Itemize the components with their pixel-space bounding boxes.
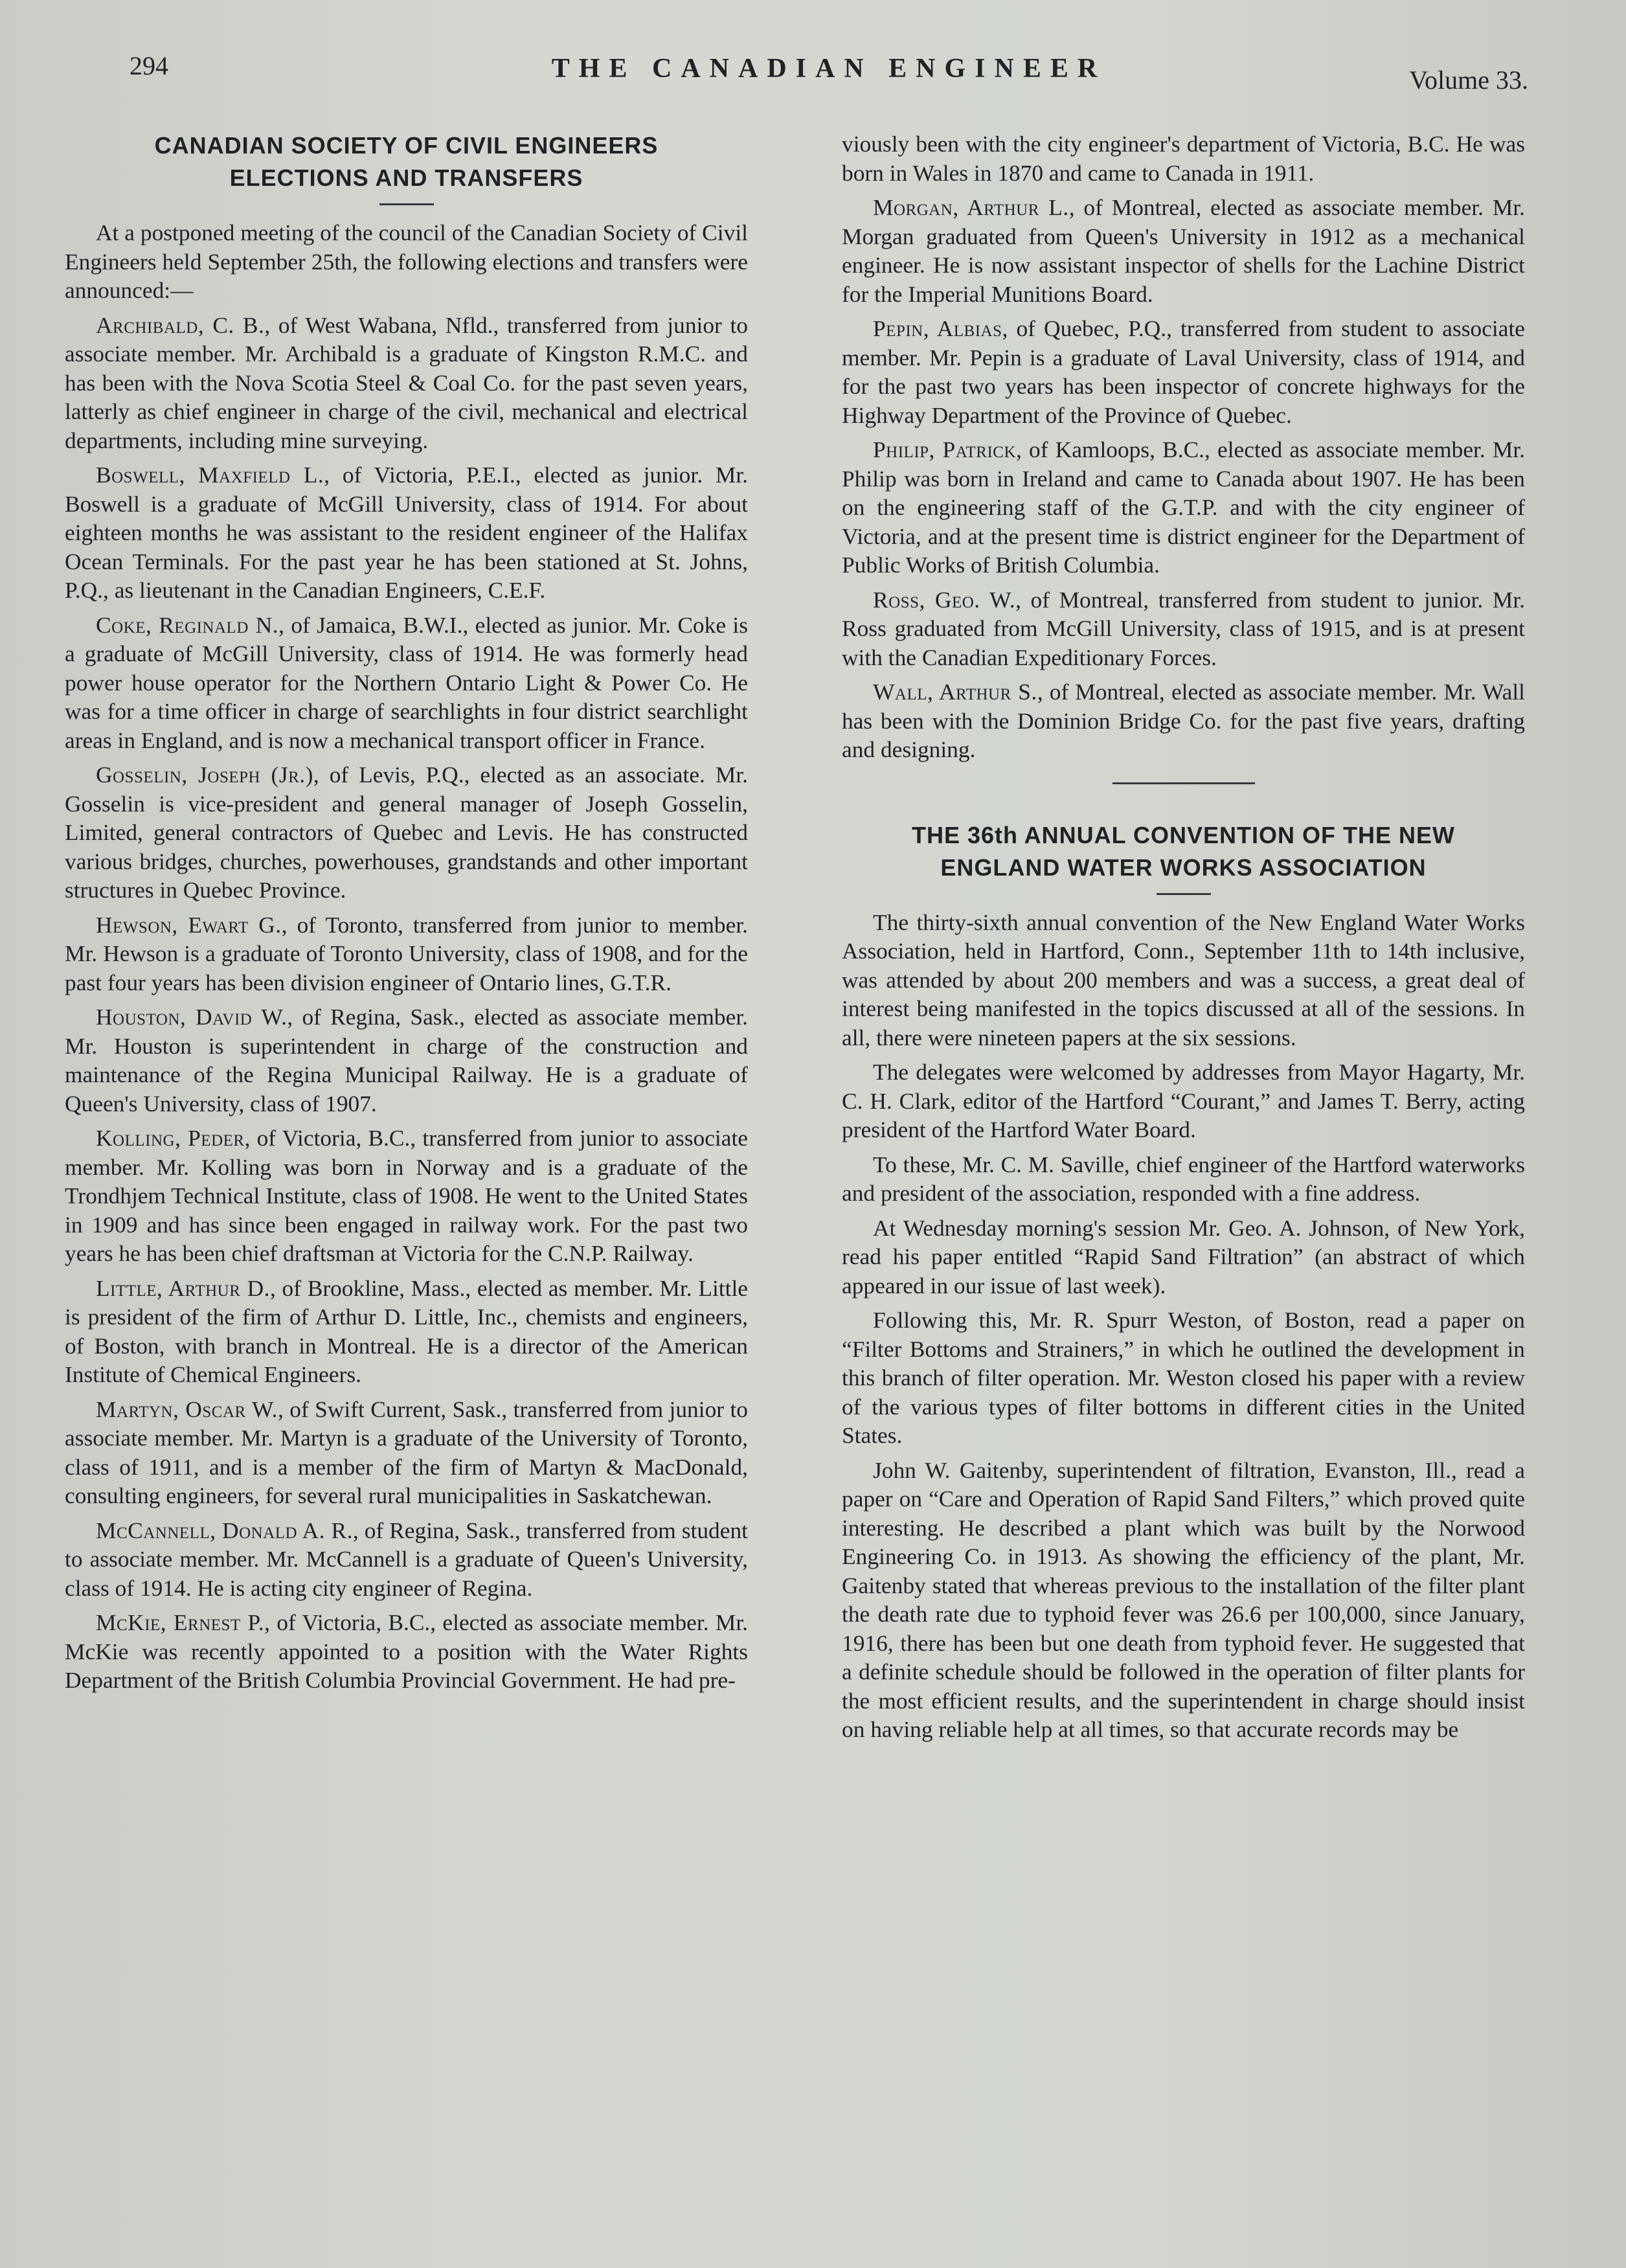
- article-title-line: ELECTIONS AND TRANSFERS: [229, 164, 583, 191]
- entry-paragraph: [65, 1003, 748, 1118]
- entry-text: , of Toronto, transferred from junior to member. Mr. Hewson is a graduate of Toronto University, class of 1908, and for the past four years has been division engineer of Ontario lines, G.T.R.: [65, 911, 748, 995]
- article-title-line: CANADIAN SOCIETY OF CIVIL ENGINEERS: [154, 132, 659, 159]
- volume-label: Volume 33.: [1409, 65, 1528, 95]
- entry-paragraph: [842, 435, 1525, 580]
- entry-paragraph: [65, 1516, 748, 1603]
- entry-paragraph: [65, 611, 748, 755]
- member-name: Hewson, Ewart G.: [96, 911, 282, 938]
- member-name: Kolling, Peder: [96, 1125, 245, 1151]
- entry-text: , of Kamloops, B.C., elected as associate member. Mr. Philip was born in Ireland and came to Canada about 1907. He has been on the engineering staff of the G.T.P. and with the city engineer of Victoria, and at the present time is district engineer for the Department of Public Works of British Columbia.: [842, 437, 1525, 578]
- entry-continuation: viously been with the city engineer's department of Victoria, B.C. He was born in Wales in 1870 and came to Canada in 1911.: [842, 131, 1525, 186]
- entry-paragraph: [65, 311, 748, 455]
- article-title: [65, 130, 748, 194]
- article-separator: [1112, 782, 1255, 784]
- member-name: Gosselin, Joseph (Jr.): [96, 762, 313, 788]
- left-column: [65, 130, 748, 1701]
- article-title-line: ENGLAND WATER WORKS ASSOCIATION: [940, 854, 1427, 881]
- article-intro: At a postponed meeting of the council of the Canadian Society of Civil Engineers held September 25th, the following elections and transfers were announced:—: [65, 220, 748, 303]
- entry-paragraph: [65, 760, 748, 905]
- right-column: [842, 130, 1525, 1750]
- member-name: Little, Arthur D.: [96, 1275, 270, 1301]
- title-rule: [1157, 893, 1211, 895]
- entry-text: , of Montreal, elected as associate member. Mr. Wall has been with the Dominion Bridge Co. for the past five years, drafting and designing.: [842, 679, 1525, 762]
- running-head: [130, 51, 1528, 102]
- entry-text: , of Montreal, elected as associate member. Mr. Morgan graduated from Queen's University in 1912 as a mechanical engineer. He is now assistant inspector of shells for the Lachine District for the Imperial Munitions Board.: [842, 194, 1525, 307]
- entry-text: , of Jamaica, B.W.I., elected as junior. Mr. Coke is a graduate of McGill University, class of 1914. He was formerly head power house operator for the Northern Ontario Light & Power Co. He was for a time officer in charge of searchlights in four district searchlight areas in England, and is now a mechanical transport officer in France.: [65, 611, 748, 753]
- member-name: McKie, Ernest P.: [96, 1609, 265, 1635]
- entry-text: , of Levis, P.Q., elected as an associate. Mr. Gosselin is vice-president and general manager of Joseph Gosselin, Limited, general contractors of Quebec and Levis. He has constructed various bridges, churches, powerhouses, grandstands and other important structures in Quebec Province.: [65, 762, 748, 903]
- article-title-line: THE 36th ANNUAL CONVENTION OF THE NEW: [911, 821, 1456, 848]
- entry-text: , of Swift Current, Sask., transferred from junior to associate member. Mr. Martyn is a graduate of the University of Toronto, class of 1911, and is a member of the firm of Martyn & MacDonald, consulting engineers, for several rural municipalities in Saskatchewan.: [65, 1396, 748, 1508]
- article-paragraph: The delegates were welcomed by addresses from Mayor Hagarty, Mr. C. H. Clark, editor of the Hartford “Courant,” and James T. Berry, acting president of the Hartford Water Board.: [842, 1059, 1525, 1142]
- entry-paragraph: [842, 193, 1525, 308]
- article-paragraph: At Wednesday morning's session Mr. Geo. A. Johnson, of New York, read his paper entitled “Rapid Sand Filtration” (an abstract of which appeared in our issue of last week).: [842, 1214, 1525, 1298]
- entry-text: , of Regina, Sask., transferred from student to associate member. Mr. McCannell is a graduate of Queen's University, class of 1914. He is acting city engineer of Regina.: [65, 1517, 748, 1601]
- member-name: Martyn, Oscar W.: [96, 1396, 278, 1422]
- member-name: Archibald, C. B.: [96, 312, 265, 338]
- entry-paragraph: [65, 1124, 748, 1268]
- member-name: Wall, Arthur S.: [873, 679, 1037, 705]
- member-name: Houston, David W.: [96, 1004, 288, 1030]
- entry-text: , of West Wabana, Nfld., transferred from junior to associate member. Mr. Archibald is a graduate of Kingston R.M.C. and has been with the Nova Scotia Steel & Coal Co. for the past seven years, latterly as chief engineer in charge of the civil, mechanical and electrical departments, including mine surveying.: [65, 312, 748, 453]
- article-paragraph: Following this, Mr. R. Spurr Weston, of Boston, read a paper on “Filter Bottoms and Strainers,” in which he outlined the development in this branch of filter operation. Mr. Weston closed his paper with a review of the various types of filter bottoms in different cities in the United States.: [842, 1307, 1525, 1448]
- entry-text: , of Victoria, B.C., elected as associate member. Mr. McKie was recently appointed to a position with the Water Rights Department of the British Columbia Provincial Government. He had pre-: [65, 1609, 748, 1693]
- title-rule: [379, 203, 434, 205]
- entry-paragraph: [65, 911, 748, 997]
- article-paragraph: To these, Mr. C. M. Saville, chief engineer of the Hartford waterworks and president of the association, responded with a fine address.: [842, 1151, 1525, 1206]
- member-name: Boswell, Maxfield L.: [96, 462, 324, 488]
- entry-paragraph: [65, 1395, 748, 1510]
- member-name: Philip, Patrick: [873, 437, 1017, 462]
- page-number: 294: [130, 51, 168, 80]
- entry-paragraph: [842, 314, 1525, 429]
- entry-text: , of Montreal, transferred from student to junior. Mr. Ross graduated from McGill University, class of 1915, and is at present with the Canadian Expeditionary Forces.: [842, 586, 1526, 670]
- entry-paragraph: [65, 460, 748, 605]
- entry-text: , of Regina, Sask., elected as associate member. Mr. Houston is superintendent in charge of the construction and maintenance of the Regina Municipal Railway. He is a graduate of Queen's University, class of 1907.: [65, 1004, 748, 1117]
- member-name: Coke, Reginald N.: [96, 611, 279, 638]
- article-title: [842, 819, 1525, 884]
- member-name: Morgan, Arthur L.: [873, 194, 1069, 220]
- entry-text: , of Victoria, B.C., transferred from junior to associate member. Mr. Kolling was born in Norway and is a graduate of the Trondhjem Technical Institute, class of 1908. He went to the United States in 1909 and has since been engaged in railway work. For the past two years he has been chief draftsman at Victoria for the C.N.P. Railway.: [65, 1125, 748, 1266]
- entry-paragraph: [842, 585, 1525, 672]
- journal-title: THE CANADIAN ENGINEER: [551, 54, 1107, 84]
- entry-text: , of Quebec, P.Q., transferred from student to associate member. Mr. Pepin is a graduate of Laval University, class of 1914, and for the past two years has been inspector of concrete highways for the Highway Department of the Province of Quebec.: [842, 315, 1525, 428]
- entry-text: , of Victoria, P.E.I., elected as junior. Mr. Boswell is a graduate of McGill University, class of 1914. For about eighteen months he was assistant to the resident engineer of the Halifax Ocean Terminals. For the past year he has been stationed at St. Johns, P.Q., as lieutenant in the Canadian Engineers, C.E.F.: [65, 462, 748, 603]
- article-paragraph: The thirty-sixth annual convention of the New England Water Works Association, held in Hartford, Conn., September 11th to 14th inclusive, was attended by about 200 members and was a success, a great deal of interest being manifested in the topics discussed at all of the sessions. In all, there were nineteen papers at the six sessions.: [842, 909, 1525, 1050]
- article-paragraph: John W. Gaitenby, superintendent of filtration, Evanston, Ill., read a paper on “Care and Operation of Rapid Sand Filters,” which proved quite interesting. He described a plant which was built by the Norwood Engineering Co. in 1913. As showing the efficiency of the plant, Mr. Gaitenby stated that whereas previous to the installation of the filter plant the death rate due to typhoid fever was 26.6 per 100,000, since January, 1916, there has been but one death from typhoid fever. He suggested that a definite schedule should be followed in the operation of filter plants for the most efficient results, and the superintendent in charge should insist on having reliable help at all times, so that accurate records may be: [842, 1457, 1525, 1742]
- member-name: Ross, Geo. W.: [873, 586, 1016, 613]
- member-name: McCannell, Donald A. R.: [96, 1517, 353, 1543]
- entry-paragraph: [842, 677, 1525, 764]
- entry-text: , of Brookline, Mass., elected as member. Mr. Little is president of the firm of Arthur D. Little, Inc., chemists and engineers, of Boston, with branch in Montreal. He is a director of the American Institute of Chemical Engineers.: [65, 1275, 748, 1387]
- entry-paragraph: [65, 1274, 748, 1389]
- entry-paragraph: [65, 1608, 748, 1695]
- member-name: Pepin, Albias: [873, 315, 1002, 341]
